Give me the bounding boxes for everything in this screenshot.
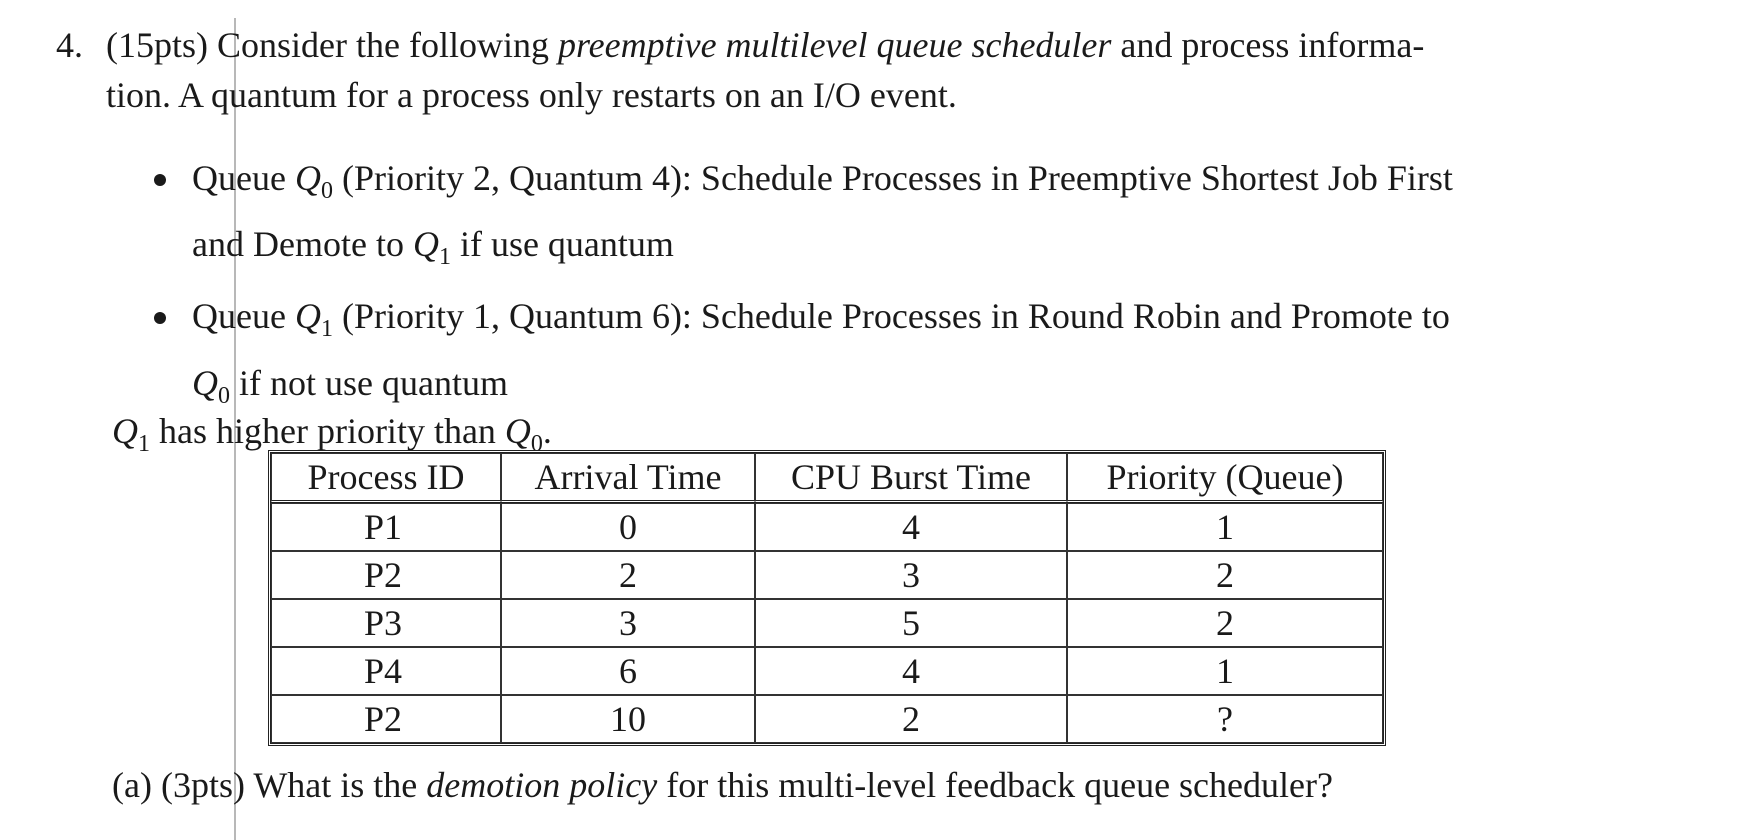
bullet-icon <box>154 312 166 324</box>
cell-process-id: P3 <box>271 599 501 647</box>
priority-note: $Q_1$ has higher priority than $Q_0$. <box>112 411 552 458</box>
sub-question-label: (a) <box>112 765 152 805</box>
queue-description: (Priority 1, Quantum 6): Schedule Processes in Round Robin and Promote to <box>341 296 1450 337</box>
queue-prefix: Queue <box>192 158 286 198</box>
bullet-icon <box>154 174 166 186</box>
cell-cpu-burst: 3 <box>755 551 1067 599</box>
table-row <box>271 551 1383 599</box>
sub-question-emphasis: demotion policy <box>426 765 658 805</box>
cell-arrival-time: 2 <box>501 551 755 599</box>
question-intro-a: Consider the following <box>217 25 549 65</box>
question-intro-emphasis: preemptive multilevel queue scheduler <box>557 25 1112 65</box>
queue-list <box>150 152 1650 429</box>
table-row <box>271 599 1383 647</box>
queue-item-q1 <box>150 290 1650 422</box>
sub-question-text-b: for this multi-level feedback queue scheduler? <box>666 765 1333 805</box>
sub-question-text-a: What is the <box>253 765 418 805</box>
question-body <box>56 25 1424 115</box>
priority-symbol-b: $Q_0$ <box>504 411 543 458</box>
cell-process-id: P2 <box>271 551 501 599</box>
queue-target-symbol: $Q_1$ <box>412 224 451 271</box>
queue-symbol: $Q_1$ <box>294 296 333 343</box>
cell-priority: 1 <box>1067 503 1383 551</box>
header-cpu-burst: CPU Burst Time <box>755 453 1067 503</box>
cell-arrival-time: 6 <box>501 647 755 695</box>
process-table <box>268 450 1386 746</box>
sub-question-a <box>112 760 1333 810</box>
question-intro-b: and process informa- <box>1120 25 1425 65</box>
queue-description-end: if use quantum <box>459 224 674 265</box>
priority-text: has higher priority than <box>159 411 496 451</box>
table-row <box>271 503 1383 551</box>
header-priority: Priority (Queue) <box>1067 453 1383 503</box>
queue-description: (Priority 2, Quantum 4): Schedule Processes in Preemptive Shortest Job First <box>341 158 1453 198</box>
question-intro-c: tion. A quantum for a process only restarts on an I/O event. <box>106 75 957 115</box>
queue-prefix: Queue <box>192 296 286 337</box>
queue-target-symbol: $Q_0$ <box>192 362 230 409</box>
header-process-id: Process ID <box>271 453 501 503</box>
priority-symbol-a: $Q_1$ <box>112 411 150 458</box>
question-number: 4. <box>56 25 83 65</box>
cell-process-id: P1 <box>271 503 501 551</box>
question-points: (15pts) <box>106 25 208 65</box>
cell-cpu-burst: 4 <box>755 647 1067 695</box>
cell-priority: 2 <box>1067 551 1383 599</box>
table-header-row <box>271 453 1383 503</box>
cell-arrival-time: 10 <box>501 695 755 743</box>
cell-priority: ? <box>1067 695 1383 743</box>
cell-arrival-time: 3 <box>501 599 755 647</box>
cell-arrival-time: 0 <box>501 503 755 551</box>
queue-description-cont: and Demote to <box>192 224 404 265</box>
cell-priority: 1 <box>1067 647 1383 695</box>
cell-cpu-burst: 2 <box>755 695 1067 743</box>
question-header <box>56 20 1686 120</box>
queue-item-q0 <box>150 152 1650 284</box>
queue-symbol: $Q_0$ <box>294 158 333 205</box>
cell-cpu-burst: 4 <box>755 503 1067 551</box>
sub-question-points: (3pts) <box>160 765 245 805</box>
cell-process-id: P2 <box>271 695 501 743</box>
header-arrival-time: Arrival Time <box>501 453 755 503</box>
cell-cpu-burst: 5 <box>755 599 1067 647</box>
queue-description-end: if not use quantum <box>239 362 508 403</box>
table-row <box>271 695 1383 743</box>
cell-priority: 2 <box>1067 599 1383 647</box>
table-row <box>271 647 1383 695</box>
cell-process-id: P4 <box>271 647 501 695</box>
